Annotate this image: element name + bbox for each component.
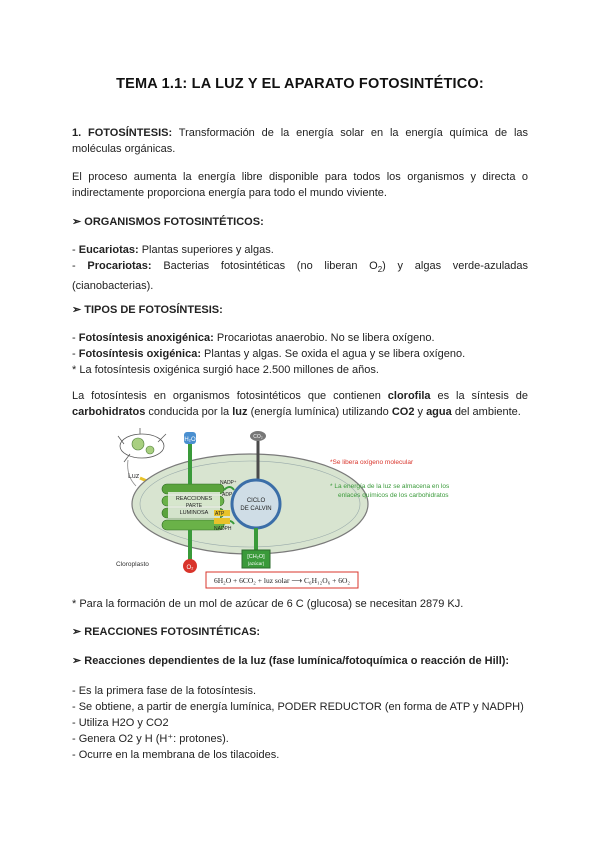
list-item: - Es la primera fase de la fotosíntesis. (72, 685, 257, 697)
heading-types: ➢ TIPOS DE FOTOSÍNTESIS: (72, 304, 223, 316)
types-note: * La fotosíntesis oxigénica surgió hace 2.500 millones de años. (72, 364, 379, 376)
luz-label: Luz (128, 473, 140, 480)
oxygen-note: *Se libera oxígeno molecular (330, 459, 414, 466)
nadph-label: NADPH (214, 526, 232, 532)
atp-label: ATP (215, 511, 225, 517)
nadp-label: NADP⁺ (220, 480, 237, 486)
section-label: 1. FOTOSÍNTESIS: (72, 127, 173, 139)
sugar-label-2: (azúcar) (247, 561, 265, 566)
light-reactions-label-2: PARTE (185, 503, 203, 509)
co2-label: CO₂ (253, 434, 263, 440)
list-item: - Utiliza H2O y CO2 (72, 717, 169, 729)
heading-reactions: ➢ REACCIONES FOTOSINTÉTICAS: (72, 626, 261, 638)
section-fotosintesis (72, 125, 528, 157)
organisms-list (72, 242, 528, 294)
calvin-label-2: DE CALVIN (240, 506, 272, 512)
list-item-anoxigenica: - Fotosíntesis anoxigénica: Procariotas anaerobio. No se libera oxígeno. (72, 332, 435, 344)
photosynthesis-diagram (110, 428, 480, 590)
list-item: - Ocurre en la membrana de los tilacoides. (72, 749, 280, 761)
o2-label: O₂ (186, 565, 194, 571)
calvin-cycle (232, 480, 280, 528)
intro-paragraph: El proceso aumenta la energía libre disponible para todos los organismos y directa o indirectamente proporciona energía para todo el mundo viviente. (72, 171, 528, 199)
plant-illustration (118, 428, 166, 462)
heading-light-reactions: ➢ Reacciones dependientes de la luz (fase lumínica/fotoquímica o reacción de Hill): (72, 655, 510, 667)
equation-text: 6H₂O + 6CO₂ + luz solar ⟶ C₆H₁₂O₆ + 6O₂ (213, 576, 351, 585)
energy-note-2: enlaces químicos de los carbohidratos (338, 492, 449, 499)
sugar-label-1: [CH₂O] (247, 554, 265, 560)
list-item: - Se obtiene, a partir de energía lumínica, PODER REDUCTOR (en forma de ATP y NADPH) (72, 701, 524, 713)
list-item-eucariotas: - Eucariotas: Plantas superiores y algas. (72, 244, 274, 256)
list-item-oxigenica: - Fotosíntesis oxigénica: Plantas y algas. Se oxida el agua y se libera oxígeno. (72, 348, 466, 360)
adp-label: ADP (222, 492, 233, 498)
calvin-label-1: CICLO (246, 498, 266, 504)
list-item: - Genera O2 y H (H⁺: protones). (72, 733, 229, 745)
reactions-list (72, 683, 528, 763)
list-item-procariotas: - Procariotas: Bacterias fotosintéticas (no liberan $O_2$) y algas verde-azuladas (cianobacterias). (72, 260, 528, 293)
chloroplast-label: Cloroplasto (116, 561, 149, 568)
heading-organisms: ➢ ORGANISMOS FOTOSINTÉTICOS: (72, 216, 264, 228)
h2o-label: H₂O (184, 437, 196, 443)
types-list (72, 330, 528, 378)
section-text: Transformación de la energía solar en la energía química de las moléculas orgánicas. (72, 127, 529, 155)
photosynthesis-paragraph: La fotosíntesis en organismos fotosintéticos que contienen clorofila es la síntesis de carbohidratos conducida por la luz (energía lumínica) utilizando CO2 y agua del ambiente. (72, 390, 528, 418)
light-reactions-label-3: LUMINOSA (179, 510, 209, 516)
energy-note-1: * La energía de la luz se almacena en los (330, 483, 450, 490)
glucose-note: * Para la formación de un mol de azúcar de 6 C (glucosa) se necesitan 2879 KJ. (72, 598, 464, 610)
light-reactions-label: REACCIONES (175, 496, 213, 502)
page-title: TEMA 1.1: LA LUZ Y EL APARATO FOTOSINTÉTICO: (116, 76, 484, 92)
